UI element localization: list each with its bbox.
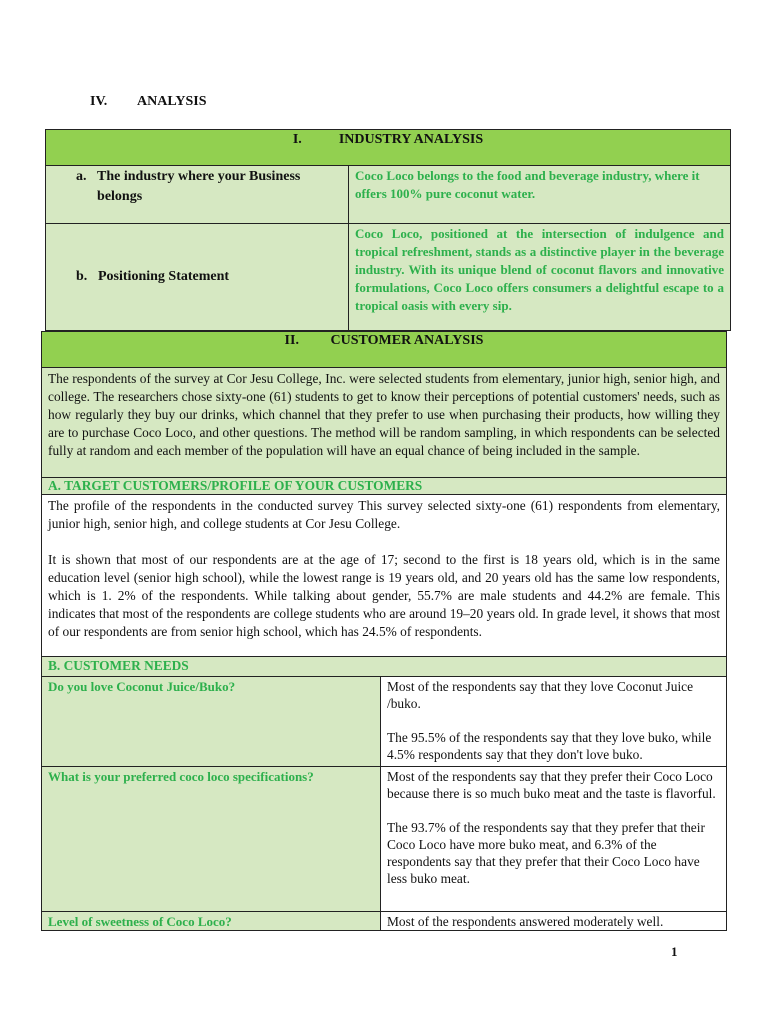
need-question-2 xyxy=(41,766,381,912)
need-answer-2-line-1: Most of the respondents say that they prefer their Coco Loco because there is so much buko meat and the taste is flavorful. xyxy=(387,769,716,801)
row-a-label-text: The industry where your Business belongs xyxy=(97,169,301,204)
need-question-3-text: Level of sweetness of Coco Loco? xyxy=(48,914,232,929)
section-title: ANALYSIS xyxy=(137,94,207,109)
industry-row-b-value xyxy=(348,223,731,331)
customer-intro-box xyxy=(41,367,727,478)
need-question-3 xyxy=(41,911,381,931)
row-a-letter: a. xyxy=(76,169,87,184)
profile-paragraph-2: It is shown that most of our respondents are at the age of 17; second to the first is 18 years old, which is in the same education level (senior high school), while the lowest range is 19 years old, and 20 years old has the same low respondents, which is 1. 2% of the respondents. While talking about gender, 55.7% are male students and 44.2% are female. This indicates that most of the respondents are college students who are around 19–20 years old. In grade level, it shows that most of our respondents are from senior high school, which has 24.5% of respondents. xyxy=(48,552,720,639)
industry-row-a-value xyxy=(348,165,731,224)
industry-analysis-header xyxy=(45,129,731,166)
customer-intro-text: The respondents of the survey at Cor Jesu College, Inc. were selected students from elementary, junior high, senior high, and college. The researchers chose sixty-one (61) students to get to know their perceptions of potential customers' needs, such as how regularly they buy our drinks, which channel that they prefer to use when purchasing their products, how willing they are to purchase Coco Loco, and other questions. The method will be random sampling, in which respondents can be selected fully at random and each member of the population will have an equal chance of being included in the sample. xyxy=(48,371,720,458)
need-question-1-text: Do you love Coconut Juice/Buko? xyxy=(48,679,236,694)
section-heading xyxy=(90,94,207,110)
industry-number: I. xyxy=(292,132,302,147)
customer-needs-heading xyxy=(41,656,727,677)
row-a-value-text: Coco Loco belongs to the food and beverage industry, where it offers 100% pure coconut water. xyxy=(355,168,700,201)
target-customers-heading xyxy=(41,477,727,495)
need-answer-1 xyxy=(380,676,727,767)
customer-number: II. xyxy=(284,333,299,348)
page-number: 1 xyxy=(671,944,678,959)
need-answer-2-line-2: The 93.7% of the respondents say that they prefer that their Coco Loco have more buko meat, and 6.3% of the respondents say that they prefer that their Coco Loco have less buko meat. xyxy=(387,820,705,886)
need-answer-1-line-2: The 95.5% of the respondents say that they love buko, while 4.5% respondents say that they don't love buko. xyxy=(387,730,712,762)
section-number: IV. xyxy=(90,94,108,109)
need-answer-1-line-1: Most of the respondents say that they love Coconut Juice /buko. xyxy=(387,679,694,711)
row-b-label-text: Positioning Statement xyxy=(98,269,230,284)
need-answer-2 xyxy=(380,766,727,912)
profile-box xyxy=(41,494,727,657)
customer-analysis-header xyxy=(41,331,727,368)
target-customers-heading-text: A. TARGET CUSTOMERS/PROFILE OF YOUR CUSTOMERS xyxy=(48,478,423,493)
industry-title: INDUSTRY ANALYSIS xyxy=(338,132,484,147)
need-question-2-text: What is your preferred coco loco specifications? xyxy=(48,769,314,784)
profile-paragraph-1: The profile of the respondents in the conducted survey This survey selected sixty-one (61) respondents from elementary, junior high, senior high, and college students at Cor Jesu College. xyxy=(48,498,720,531)
row-b-value-text: Coco Loco, positioned at the intersection of indulgence and tropical refreshment, stands as a distinctive player in the beverage industry. With its unique blend of coconut flavors and innovative formulations, Coco Loco offers consumers a delightful escape to a tropical oasis with every sip. xyxy=(355,226,724,313)
customer-needs-heading-text: B. CUSTOMER NEEDS xyxy=(48,658,189,673)
need-question-1 xyxy=(41,676,381,767)
customer-title: CUSTOMER ANALYSIS xyxy=(330,333,484,348)
industry-row-b-label xyxy=(45,223,349,331)
row-b-letter: b. xyxy=(76,269,88,284)
industry-row-a-label xyxy=(45,165,349,224)
need-answer-3-line-1: Most of the respondents answered moderately well. xyxy=(387,914,664,929)
need-answer-3 xyxy=(380,911,727,931)
